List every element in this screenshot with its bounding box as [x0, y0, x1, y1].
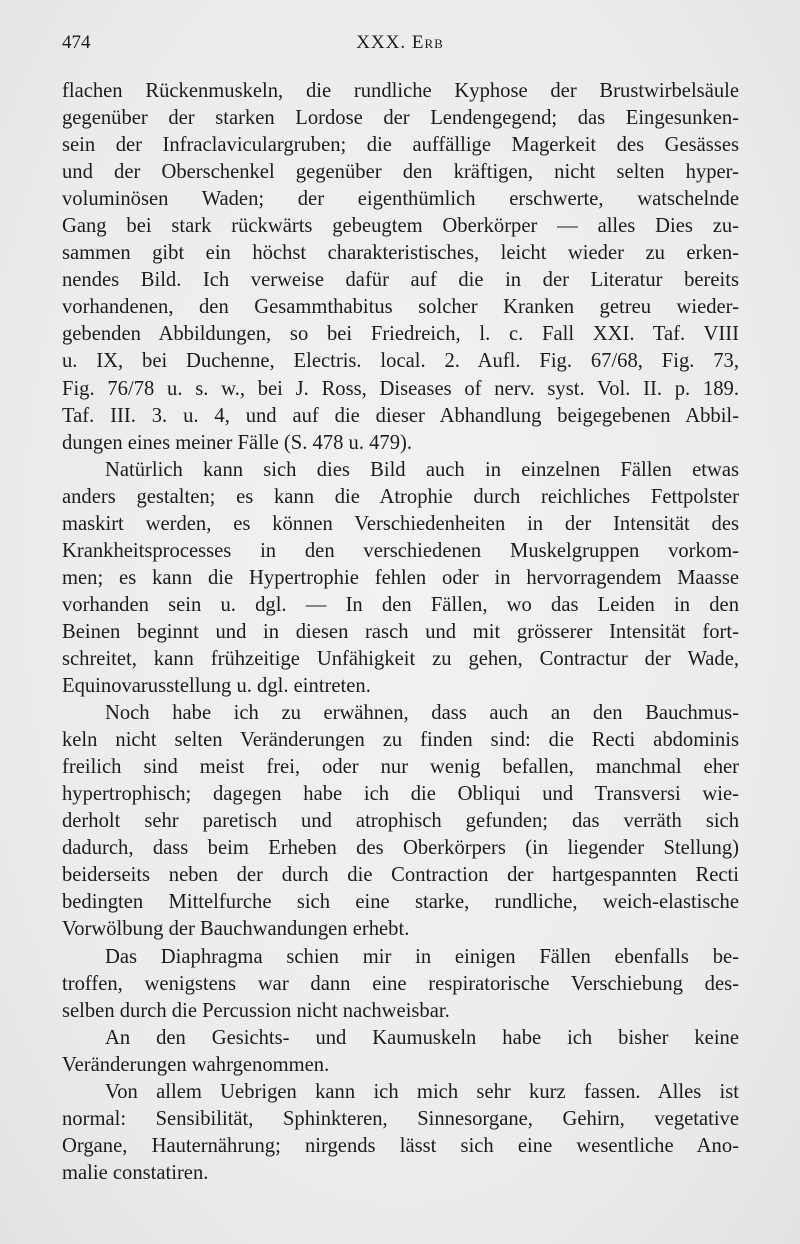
text-line: nendes Bild. Ich verweise dafür auf die in der Literatur bereits [62, 269, 739, 292]
text-line: Natürlich kann sich dies Bild auch in einzelnen Fällen etwas [105, 458, 739, 481]
text-line: vorhandenen, den Gesammthabitus solcher Kranken getreu wieder- [62, 296, 739, 319]
text-line: malie constatiren. [62, 1161, 209, 1184]
text-line: troffen, wenigstens war dann eine respiratorische Verschiebung des- [62, 972, 739, 995]
text-line: Von allem Uebrigen kann ich mich sehr kurz fassen. Alles ist [105, 1080, 739, 1103]
body-text [62, 78, 739, 1187]
text-line: men; es kann die Hypertrophie fehlen oder in hervorragendem Maasse [62, 566, 739, 589]
text-line: Krankheitsprocesses in den verschiedenen Muskelgruppen vorkom- [62, 539, 739, 562]
text-line: vorhanden sein u. dgl. — In den Fällen, wo das Leiden in den [62, 593, 739, 616]
text-line: gegenüber der starken Lordose der Lendengegend; das Eingesunken- [62, 107, 739, 130]
text-line: Beinen beginnt und in diesen rasch und mit grösserer Intensität fort- [62, 620, 739, 643]
text-line: Organe, Hauternährung; nirgends lässt sich eine wesentliche Ano- [62, 1134, 739, 1157]
text-line: anders gestalten; es kann die Atrophie durch reichliches Fettpolster [62, 485, 739, 508]
text-line: freilich sind meist frei, oder nur wenig befallen, manchmal eher [62, 756, 739, 779]
text-line: maskirt werden, es können Verschiedenheiten in der Intensität des [62, 512, 739, 535]
text-line: dadurch, dass beim Erheben des Oberkörpers (in liegender Stellung) [62, 837, 739, 860]
page-number: 474 [62, 32, 91, 53]
text-line: flachen Rückenmuskeln, die rundliche Kyphose der Brustwirbelsäule [62, 80, 739, 102]
text-line: Veränderungen wahrgenommen. [62, 1053, 330, 1076]
text-line: derholt sehr paretisch und atrophisch gefunden; das verräth sich [62, 810, 739, 833]
text-line: Taf. III. 3. u. 4, und auf die dieser Abhandlung beigegebenen Abbil- [62, 404, 739, 427]
text-line: und der Oberschenkel gegenüber den kräftigen, nicht selten hyper- [62, 161, 739, 184]
text-line: voluminösen Waden; der eigenthümlich erschwerte, watschelnde [62, 188, 739, 211]
text-line: sein der Infraclaviculargruben; die auffällige Magerkeit des Gesässes [62, 134, 739, 157]
text-line: hypertrophisch; dagegen habe ich die Obliqui und Transversi wie- [62, 783, 739, 806]
text-line: sammen gibt ein höchst charakteristisches, leicht wieder zu erken- [62, 242, 739, 265]
text-line: Equinovarusstellung u. dgl. eintreten. [62, 675, 371, 698]
text-line: Vorwölbung der Bauchwandungen erhebt. [62, 918, 410, 941]
text-line: u. IX, bei Duchenne, Electris. local. 2. Aufl. Fig. 67/68, Fig. 73, [62, 350, 739, 373]
text-line: selben durch die Percussion nicht nachweisbar. [62, 999, 450, 1022]
running-head: XXX. Erb [356, 32, 444, 53]
text-line: dungen eines meiner Fälle (S. 478 u. 479). [62, 431, 413, 454]
text-line: beiderseits neben der durch die Contraction der hartgespannten Recti [62, 864, 739, 887]
text-line: schreitet, kann frühzeitige Unfähigkeit zu gehen, Contractur der Wade, [62, 647, 739, 670]
text-line: Fig. 76/78 u. s. w., bei J. Ross, Diseases of nerv. syst. Vol. II. p. 189. [62, 377, 739, 400]
text-line: bedingten Mittelfurche sich eine starke, rundliche, weich-elastische [62, 891, 739, 914]
text-line: gebenden Abbildungen, so bei Friedreich, l. c. Fall XXI. Taf. VIII [62, 323, 739, 346]
text-line: An den Gesichts- und Kaumuskeln habe ich bisher keine [105, 1026, 739, 1049]
text-line: keln nicht selten Veränderungen zu finden sind: die Recti abdominis [62, 729, 739, 752]
text-line: Noch habe ich zu erwähnen, dass auch an den Bauchmus- [105, 702, 739, 725]
text-line: normal: Sensibilität, Sphinkteren, Sinnesorgane, Gehirn, vegetative [62, 1107, 739, 1130]
page-header [62, 32, 738, 58]
text-line: Das Diaphragma schien mir in einigen Fällen ebenfalls be- [105, 945, 739, 968]
text-line: Gang bei stark rückwärts gebeugtem Oberkörper — alles Dies zu- [62, 215, 739, 238]
